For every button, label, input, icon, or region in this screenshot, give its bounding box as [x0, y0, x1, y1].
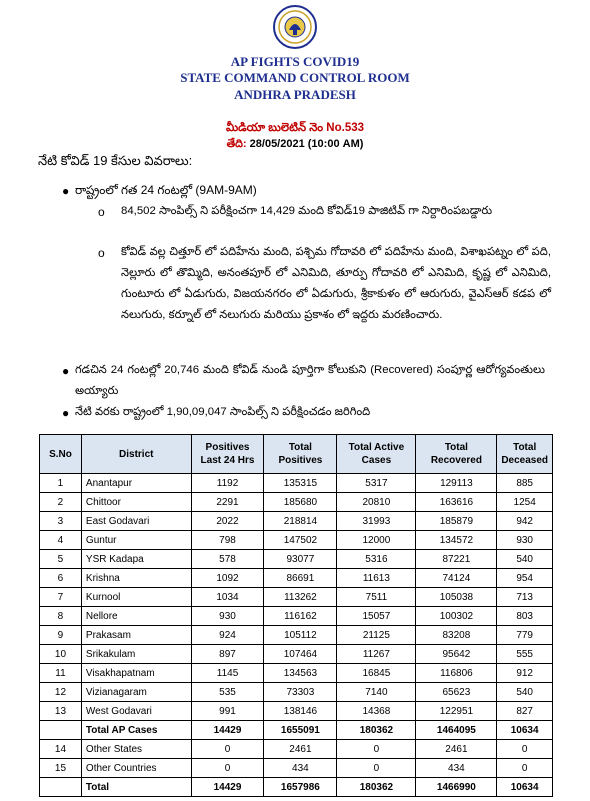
table-cell: 10634 — [497, 721, 553, 740]
table-cell: 0 — [191, 759, 264, 778]
table-cell: 105112 — [264, 626, 337, 645]
table-cell: 2461 — [264, 740, 337, 759]
table-cell: 14429 — [191, 778, 264, 797]
date-label: తేది: — [226, 138, 247, 150]
table-cell: 713 — [497, 588, 553, 607]
table-cell: 134572 — [416, 531, 497, 550]
table-cell: Total AP Cases — [81, 721, 191, 740]
table-row — [40, 721, 553, 740]
col-sno: S.No — [40, 435, 82, 474]
table-cell: 555 — [497, 645, 553, 664]
table-cell — [40, 778, 82, 797]
table-cell: 535 — [191, 683, 264, 702]
table-cell: 5317 — [337, 474, 416, 493]
col-recovered: Total Recovered — [416, 435, 497, 474]
table-cell: 2022 — [191, 512, 264, 531]
table-cell: 134563 — [264, 664, 337, 683]
table-cell: 129113 — [416, 474, 497, 493]
table-cell: 930 — [497, 531, 553, 550]
table-cell: Krishna — [81, 569, 191, 588]
table-cell: 147502 — [264, 531, 337, 550]
table-cell: YSR Kadapa — [81, 550, 191, 569]
table-row — [40, 740, 553, 759]
table-cell: 107464 — [264, 645, 337, 664]
deaths-text: కోవిడ్ వల్ల చిత్తూర్ లో పదిహేను మంది, పశ్చిమ గోదావరి లో పదిహేను మంది, విశాఖపట్నం లో పది, నెల్లూరు లో తొమ్మిది, అనంతపూర్ లో ఎనిమిది, తూర్పు గోదావరి లో ఎనిమిది, కృష్ణ లో ఎనిమిది, గుంటూరు లో ఏడుగురు, విజయనగరం లో ఏడుగురు, శ్రీకాకుళం లో ఆరుగురు, వైఎస్ఆర్ కడప లో నలుగురు, కర్నూల్ లో నలుగురు మరియు ప్రకాశం లో ఇద్దరు మరణించారు. — [121, 246, 551, 321]
table-cell: 11 — [40, 664, 82, 683]
table-cell: Other States — [81, 740, 191, 759]
table-cell: Nellore — [81, 607, 191, 626]
table-cell: 2 — [40, 493, 82, 512]
table-cell: 7 — [40, 588, 82, 607]
table-cell: Guntur — [81, 531, 191, 550]
table-cell: 14368 — [337, 702, 416, 721]
table-cell: 9 — [40, 626, 82, 645]
table-row — [40, 683, 553, 702]
table-cell: 83208 — [416, 626, 497, 645]
table-cell: 87221 — [416, 550, 497, 569]
table-cell: 1657986 — [264, 778, 337, 797]
table-cell: 885 — [497, 474, 553, 493]
header-subtitle: STATE COMMAND CONTROL ROOM — [180, 70, 410, 85]
table-cell: 1192 — [191, 474, 264, 493]
table-cell: 930 — [191, 607, 264, 626]
table-cell: 827 — [497, 702, 553, 721]
table-cell: 105038 — [416, 588, 497, 607]
table-cell: 7140 — [337, 683, 416, 702]
table-row — [40, 626, 553, 645]
bulletin-date — [0, 138, 590, 153]
table-cell: 1655091 — [264, 721, 337, 740]
table-cell: Other Countries — [81, 759, 191, 778]
col-deceased: Total Deceased — [497, 435, 553, 474]
table-cell: 20810 — [337, 493, 416, 512]
table-cell: 73303 — [264, 683, 337, 702]
bulletin-number: మీడియా బులెటిన్ నెం No.533 — [225, 122, 365, 134]
col-active: Total Active Cases — [337, 435, 416, 474]
table-cell: 74124 — [416, 569, 497, 588]
table-cell: Chittoor — [81, 493, 191, 512]
table-row — [40, 778, 553, 797]
table-cell: 1145 — [191, 664, 264, 683]
table-row — [40, 588, 553, 607]
col-total-positives: Total Positives — [264, 435, 337, 474]
table-cell: 1092 — [191, 569, 264, 588]
table-cell: Visakhapatnam — [81, 664, 191, 683]
bullet-dot-icon: ● — [62, 364, 70, 378]
table-cell: 14429 — [191, 721, 264, 740]
table-cell: West Godavari — [81, 702, 191, 721]
state-emblem-icon — [272, 4, 318, 50]
table-cell: 3 — [40, 512, 82, 531]
table-cell: 113262 — [264, 588, 337, 607]
table-row — [40, 493, 553, 512]
district-cases-table — [39, 434, 553, 797]
table-cell: 86691 — [264, 569, 337, 588]
table-cell: 21125 — [337, 626, 416, 645]
table-cell: 12 — [40, 683, 82, 702]
table-cell: 578 — [191, 550, 264, 569]
recovered-text: గడచిన 24 గంటల్లో 20,746 మంది కోవిడ్ నుండి పూర్తిగా కోలుకుని (Recovered) సంపూర్ణ ఆరోగ్యవంతులు అయ్యారు — [75, 364, 545, 397]
table-cell: 0 — [337, 759, 416, 778]
table-cell: 0 — [497, 759, 553, 778]
table-cell — [40, 721, 82, 740]
table-cell: 954 — [497, 569, 553, 588]
samples-tested-text: 84,502 సాంపిల్స్ ని పరీక్షించగా 14,429 మంది కోవిడ్19 పాజిటివ్ గా నిర్దారింపబడ్డారు — [121, 205, 493, 217]
table-cell: 180362 — [337, 721, 416, 740]
table-cell: 11613 — [337, 569, 416, 588]
table-cell: 15057 — [337, 607, 416, 626]
table-cell: Srikakulam — [81, 645, 191, 664]
bullet-dot-icon: ● — [62, 184, 70, 198]
table-cell: 1464095 — [416, 721, 497, 740]
bullet-24hrs: రాష్ట్రంలో గత 24 గంటల్లో (9AM-9AM) — [75, 183, 257, 197]
table-cell: 15 — [40, 759, 82, 778]
header-title: AP FIGHTS COVID19 — [230, 54, 360, 69]
sub-bullet-circle-icon: o — [98, 205, 105, 219]
table-cell: 5316 — [337, 550, 416, 569]
table-row — [40, 569, 553, 588]
table-cell: 0 — [497, 740, 553, 759]
table-cell: 100302 — [416, 607, 497, 626]
table-cell: 1466990 — [416, 778, 497, 797]
table-cell: 2291 — [191, 493, 264, 512]
table-cell: 14 — [40, 740, 82, 759]
table-cell: Vizianagaram — [81, 683, 191, 702]
table-cell: 8 — [40, 607, 82, 626]
sub-bullet-circle-icon: o — [98, 246, 105, 260]
table-cell: 16845 — [337, 664, 416, 683]
table-row — [40, 607, 553, 626]
table-cell: 135315 — [264, 474, 337, 493]
table-cell: 803 — [497, 607, 553, 626]
table-cell: 6 — [40, 569, 82, 588]
table-cell: 0 — [191, 740, 264, 759]
table-cell: 122951 — [416, 702, 497, 721]
table-cell: 4 — [40, 531, 82, 550]
table-cell: 5 — [40, 550, 82, 569]
table-cell: 163616 — [416, 493, 497, 512]
table-row — [40, 512, 553, 531]
table-cell: 138146 — [264, 702, 337, 721]
col-positives-24h: Positives Last 24 Hrs — [191, 435, 264, 474]
table-row — [40, 531, 553, 550]
table-cell: Prakasam — [81, 626, 191, 645]
table-cell: 434 — [416, 759, 497, 778]
table-cell: 991 — [191, 702, 264, 721]
table-cell: 185879 — [416, 512, 497, 531]
table-cell: Anantapur — [81, 474, 191, 493]
table-cell: 31993 — [337, 512, 416, 531]
table-cell: 942 — [497, 512, 553, 531]
table-cell: 65623 — [416, 683, 497, 702]
table-row — [40, 550, 553, 569]
table-cell: 116162 — [264, 607, 337, 626]
table-cell: 434 — [264, 759, 337, 778]
table-cell: 7511 — [337, 588, 416, 607]
table-cell: 10634 — [497, 778, 553, 797]
table-cell: 116806 — [416, 664, 497, 683]
table-row — [40, 474, 553, 493]
table-cell: 779 — [497, 626, 553, 645]
table-cell: 11267 — [337, 645, 416, 664]
col-district: District — [81, 435, 191, 474]
table-row — [40, 664, 553, 683]
table-cell: 540 — [497, 683, 553, 702]
table-cell: 10 — [40, 645, 82, 664]
table-cell: 1034 — [191, 588, 264, 607]
table-row — [40, 702, 553, 721]
table-row — [40, 645, 553, 664]
table-cell: Total — [81, 778, 191, 797]
header-state: ANDHRA PRADESH — [234, 87, 356, 102]
page-subtitle: నేటి కోవిడ్ 19 కేసుల వివరాలు: — [38, 153, 193, 168]
table-cell: 1254 — [497, 493, 553, 512]
table-body — [40, 474, 553, 797]
table-row — [40, 759, 553, 778]
table-cell: 924 — [191, 626, 264, 645]
table-cell: 798 — [191, 531, 264, 550]
table-cell: 912 — [497, 664, 553, 683]
table-cell: 185680 — [264, 493, 337, 512]
date-value: 28/05/2021 (10:00 AM) — [249, 138, 364, 150]
table-cell: 12000 — [337, 531, 416, 550]
table-cell: 218814 — [264, 512, 337, 531]
table-cell: East Godavari — [81, 512, 191, 531]
table-cell: 180362 — [337, 778, 416, 797]
table-cell: 540 — [497, 550, 553, 569]
table-header-row — [40, 435, 553, 474]
table-cell: 0 — [337, 740, 416, 759]
table-cell: 95642 — [416, 645, 497, 664]
table-cell: Kurnool — [81, 588, 191, 607]
table-cell: 1 — [40, 474, 82, 493]
table-cell: 897 — [191, 645, 264, 664]
table-cell: 13 — [40, 702, 82, 721]
table-cell: 2461 — [416, 740, 497, 759]
total-samples-text: నేటి వరకు రాష్ట్రంలో 1,90,09,047 సాంపిల్స్ ని పరీక్షించడం జరిగింది — [75, 406, 371, 418]
table-cell: 93077 — [264, 550, 337, 569]
bullet-dot-icon: ● — [62, 406, 70, 420]
